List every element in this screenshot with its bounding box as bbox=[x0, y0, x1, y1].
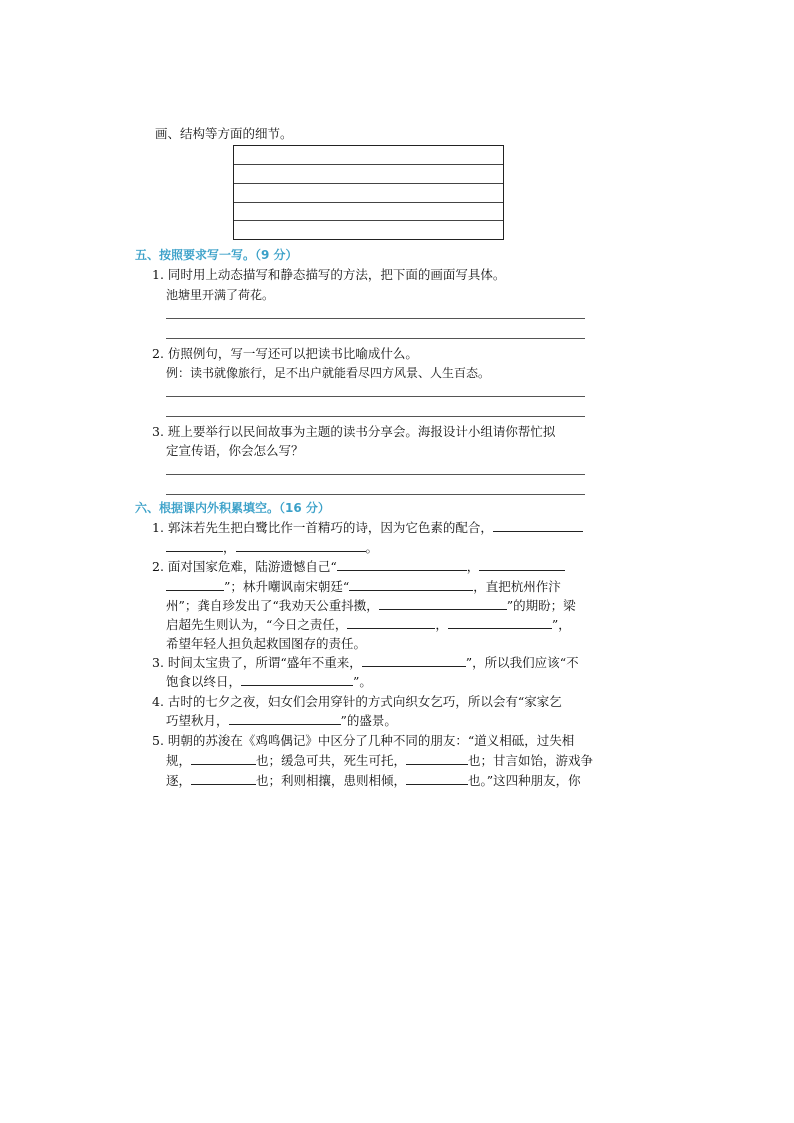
answer-line[interactable] bbox=[166, 416, 585, 417]
s6-q5-text: 也；利则相攘，患则相倾， bbox=[256, 773, 407, 788]
s5-q2-stem: 2. 仿照例句，写一写还可以把读书比喻成什么。 bbox=[152, 346, 418, 361]
s6-q3-line1 bbox=[152, 653, 579, 672]
s6-q3-text: 饱食以终日， bbox=[166, 674, 242, 689]
s6-q5-line2 bbox=[166, 751, 593, 770]
s6-q2-text: 启超先生则认为，“今日之责任， bbox=[166, 617, 348, 632]
fill-blank[interactable] bbox=[347, 616, 435, 629]
fill-blank[interactable] bbox=[241, 673, 353, 686]
fill-blank[interactable] bbox=[191, 772, 256, 785]
s6-q2-line3 bbox=[166, 596, 576, 615]
s6-q4-end: ”的盛景。 bbox=[340, 713, 397, 728]
s5-q3-line1: 3. 班上要举行以民间故事为主题的读书分享会。海报设计小组请你帮忙拟 bbox=[152, 424, 556, 439]
fill-blank[interactable] bbox=[166, 578, 224, 591]
answer-line[interactable] bbox=[166, 494, 585, 495]
s6-q5-text: 逐， bbox=[166, 773, 192, 788]
s6-q5-line3 bbox=[166, 771, 581, 790]
s6-q1-sep: ， bbox=[223, 540, 236, 555]
s6-q3-text: ”，所以我们应该“不 bbox=[465, 655, 579, 670]
answer-line[interactable] bbox=[166, 396, 585, 397]
s6-q2-text: ”；林升嘲讽南宋朝廷“ bbox=[224, 579, 350, 594]
s6-q5-text: 也；缓急可共，死生可托， bbox=[256, 753, 407, 768]
s6-q2-line4 bbox=[166, 615, 571, 634]
s6-q2-sep: ， bbox=[466, 559, 480, 574]
fill-blank[interactable] bbox=[379, 597, 507, 610]
fill-blank[interactable] bbox=[406, 772, 468, 785]
s6-q4-line1: 4. 古时的七夕之夜，妇女们会用穿针的方式向织女乞巧，所以会有“家家乞 bbox=[152, 694, 562, 709]
grid-line bbox=[234, 183, 503, 184]
fill-blank[interactable] bbox=[349, 578, 473, 591]
section-5-title: 五、按照要求写一写。（9 分） bbox=[135, 248, 298, 262]
grid-line bbox=[234, 164, 503, 165]
s6-q2-line2 bbox=[166, 577, 561, 596]
s6-q4-text: 巧望秋月， bbox=[166, 713, 229, 728]
s6-q1-end: 。 bbox=[365, 540, 379, 555]
s5-q2-example: 例：读书就像旅行，足不出户就能看尽四方风景、人生百态。 bbox=[166, 366, 491, 380]
s6-q3-text: 3. 时间太宝贵了，所谓“盛年不重来， bbox=[152, 655, 362, 670]
s6-q3-line2 bbox=[166, 672, 372, 691]
s6-q2-text: ”的期盼；梁 bbox=[506, 598, 576, 613]
s6-q1-line2 bbox=[166, 538, 378, 557]
s5-q3-line2: 定宣传语，你会怎么写？ bbox=[166, 443, 304, 458]
fill-blank[interactable] bbox=[166, 539, 223, 552]
s6-q5-line1: 5. 明朝的苏浚在《鸡鸣偶记》中区分了几种不同的朋友：“道义相砥，过失相 bbox=[152, 733, 575, 748]
s5-q1-stem: 1. 同时用上动态描写和静态描写的方法，把下面的画面写具体。 bbox=[152, 267, 506, 282]
fill-blank[interactable] bbox=[493, 519, 583, 532]
writing-grid[interactable] bbox=[233, 145, 504, 240]
grid-line bbox=[234, 202, 503, 203]
fill-blank[interactable] bbox=[337, 558, 467, 571]
s6-q1-line1 bbox=[152, 518, 583, 537]
s6-q2-text: 州”；龚自珍发出了“我劝天公重抖擞， bbox=[166, 598, 379, 613]
s6-q2-line1 bbox=[152, 557, 565, 576]
intro-tail-text: 画、结构等方面的细节。 bbox=[155, 126, 293, 141]
fill-blank[interactable] bbox=[479, 558, 565, 571]
s6-q3-end: ”。 bbox=[353, 674, 372, 689]
s6-q2-line5: 希望年轻人担负起救国图存的责任。 bbox=[166, 636, 367, 651]
s6-q5-text: 规， bbox=[166, 753, 192, 768]
answer-line[interactable] bbox=[166, 474, 585, 475]
answer-line[interactable] bbox=[166, 338, 585, 339]
fill-blank[interactable] bbox=[236, 539, 366, 552]
s6-q5-text: 也；甘言如饴，游戏争 bbox=[468, 753, 594, 768]
s6-q2-sep: ， bbox=[435, 617, 448, 632]
s6-q2-text: ，直把杭州作汴 bbox=[473, 579, 561, 594]
answer-line[interactable] bbox=[166, 318, 585, 319]
s5-q1-prompt: 池塘里开满了荷花。 bbox=[166, 288, 275, 302]
s6-q2-end: ”， bbox=[551, 617, 571, 632]
fill-blank[interactable] bbox=[406, 752, 468, 765]
fill-blank[interactable] bbox=[191, 752, 256, 765]
section-6-title: 六、根据课内外积累填空。（16 分） bbox=[135, 501, 330, 515]
fill-blank[interactable] bbox=[229, 712, 341, 725]
s6-q4-line2 bbox=[166, 711, 397, 730]
grid-line bbox=[234, 220, 503, 221]
fill-blank[interactable] bbox=[362, 654, 466, 667]
s6-q1-text: 1. 郭沫若先生把白鹭比作一首精巧的诗，因为它色素的配合， bbox=[152, 520, 493, 535]
fill-blank[interactable] bbox=[448, 616, 552, 629]
s6-q5-text: 也。”这四种朋友，你 bbox=[468, 773, 581, 788]
s6-q2-text: 2. 面对国家危难，陆游遗憾自己“ bbox=[152, 559, 337, 574]
